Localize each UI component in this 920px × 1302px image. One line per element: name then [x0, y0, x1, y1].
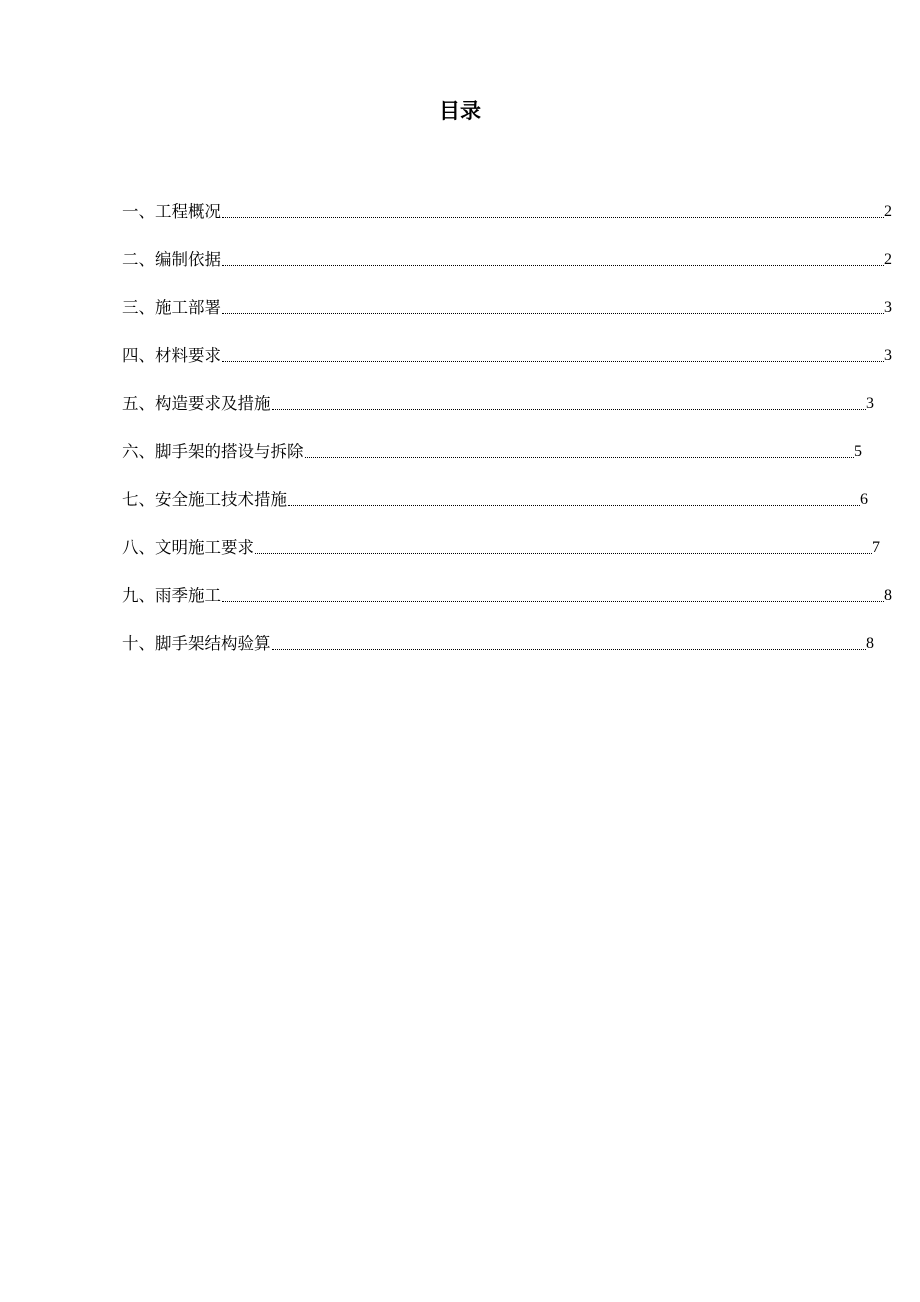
toc-entry-label: 一、工程概况	[122, 202, 221, 221]
toc-entry-page-number: 8	[866, 635, 874, 652]
toc-entry-page-number: 3	[866, 395, 874, 412]
toc-entry-page-number: 5	[854, 443, 862, 460]
toc-entry-label: 五、构造要求及措施	[122, 394, 271, 413]
toc-entry-label: 四、材料要求	[122, 346, 221, 365]
toc-entry-page-number: 7	[872, 539, 880, 556]
toc-entry-page-number: 8	[884, 587, 892, 604]
toc-dot-leader	[222, 217, 884, 218]
toc-entry[interactable]	[122, 292, 892, 320]
toc-dot-leader	[222, 313, 884, 314]
toc-dot-leader	[222, 265, 884, 266]
toc-dot-leader	[305, 457, 855, 458]
toc-entry[interactable]	[122, 484, 868, 512]
toc-entry[interactable]	[122, 340, 892, 368]
toc-entry-label: 八、文明施工要求	[122, 538, 254, 557]
toc-entry-page-number: 6	[860, 491, 868, 508]
toc-entry[interactable]	[122, 244, 892, 272]
toc-entry[interactable]	[122, 388, 874, 416]
toc-entry-page-number: 2	[884, 251, 892, 268]
toc-entry[interactable]	[122, 628, 874, 656]
toc-entry-label: 三、施工部署	[122, 298, 221, 317]
toc-dot-leader	[272, 409, 867, 410]
toc-dot-leader	[222, 601, 884, 602]
toc-entry[interactable]	[122, 436, 862, 464]
toc-entry-label: 二、编制依据	[122, 250, 221, 269]
toc-entry-label: 十、脚手架结构验算	[122, 634, 271, 653]
toc-entry[interactable]	[122, 580, 892, 608]
page-title: 目录	[439, 99, 481, 123]
toc-dot-leader	[272, 649, 867, 650]
toc-entry-label: 六、脚手架的搭设与拆除	[122, 442, 304, 461]
toc-entry-label: 九、雨季施工	[122, 586, 221, 605]
toc-entry-page-number: 2	[884, 203, 892, 220]
toc-dot-leader	[255, 553, 872, 554]
toc-dot-leader	[288, 505, 860, 506]
toc-entry-page-number: 3	[884, 299, 892, 316]
toc-dot-leader	[222, 361, 884, 362]
toc-entry[interactable]	[122, 532, 880, 560]
toc-entry[interactable]	[122, 196, 892, 224]
toc-entry-page-number: 3	[884, 347, 892, 364]
toc-entry-label: 七、安全施工技术措施	[122, 490, 287, 509]
